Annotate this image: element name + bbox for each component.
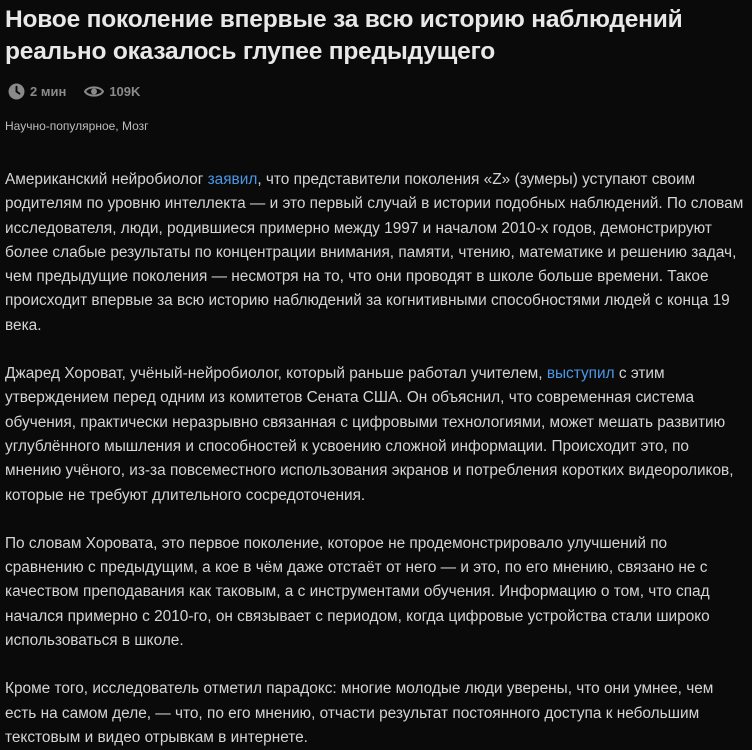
- eye-icon: [84, 84, 104, 99]
- paragraph-2: [5, 362, 745, 508]
- article-categories[interactable]: Научно-популярное, Мозг: [5, 119, 149, 133]
- link-zayavil[interactable]: заявил: [207, 171, 258, 188]
- read-time: [8, 83, 66, 100]
- clock-icon: [8, 83, 25, 100]
- link-vystupil[interactable]: выступил: [546, 365, 615, 383]
- article-title: Новое поколение впервые за всю историю наблюдений реально оказалось глупее предыдущего: [5, 6, 683, 65]
- article-meta: [5, 77, 745, 105]
- paragraph-text: с этим утверждением перед одним из комитетов Сената США. Он объяснил, что современная система обучения, практически неразрывно связанная с цифровыми технологиями, может мешать развитию углублённого мышления и способностей к усвоению сложной информации. Происходит это, по мнению учёного, из-за повсеместного использования экранов и потребления коротких видеороликов, которые не требуют длительного сосредоточения.: [5, 365, 734, 504]
- views: [84, 84, 140, 99]
- paragraph-4: Кроме того, исследователь отметил парадокс: многие молодые люди уверены, что они умнее, чем есть на самом деле, — что, по его мнению, отчасти результат постоянного доступа к небольшим текстовым и видео отрывкам в интернете.: [5, 680, 714, 746]
- paragraph-text: Джаред Хороват, учёный-нейробиолог, который раньше работал учителем,: [5, 365, 547, 383]
- views-value: 109K: [109, 83, 141, 99]
- paragraph-text: Американский нейробиолог: [5, 171, 208, 188]
- article-body: [5, 168, 745, 750]
- paragraph-text: , что представители поколения «Z» (зумеры) уступают своим родителям по уровню интеллекта — и это первый случай в истории подобных наблюдений. По словам исследователя, люди, родившиеся примерно между 1997 и началом 2010-х годов, демонстрируют более слабые результаты по концентрации внимания, памяти, чтению, математике и решению задач, чем предыдущие поколения — несмотря на то, что они проводят в школе больше времени. Такое происходит впервые за всю историю наблюдений за когнитивными способностями людей с конца 19 века.: [5, 171, 744, 334]
- paragraph-1: [5, 168, 745, 338]
- paragraph-3: По словам Хоровата, это первое поколение, которое не продемонстрировало улучшений по сравнению с предыдущим, а кое в чём даже отстаёт от него — и это, по его мнению, связано не с качеством преподавания как таковым, а с инструментами обучения. Информацию о том, что спад начался примерно с 2010-го, он связывает с периодом, когда цифровые устройства стали широко использоваться в школе.: [5, 534, 710, 650]
- read-time-value: 2 мин: [30, 83, 67, 99]
